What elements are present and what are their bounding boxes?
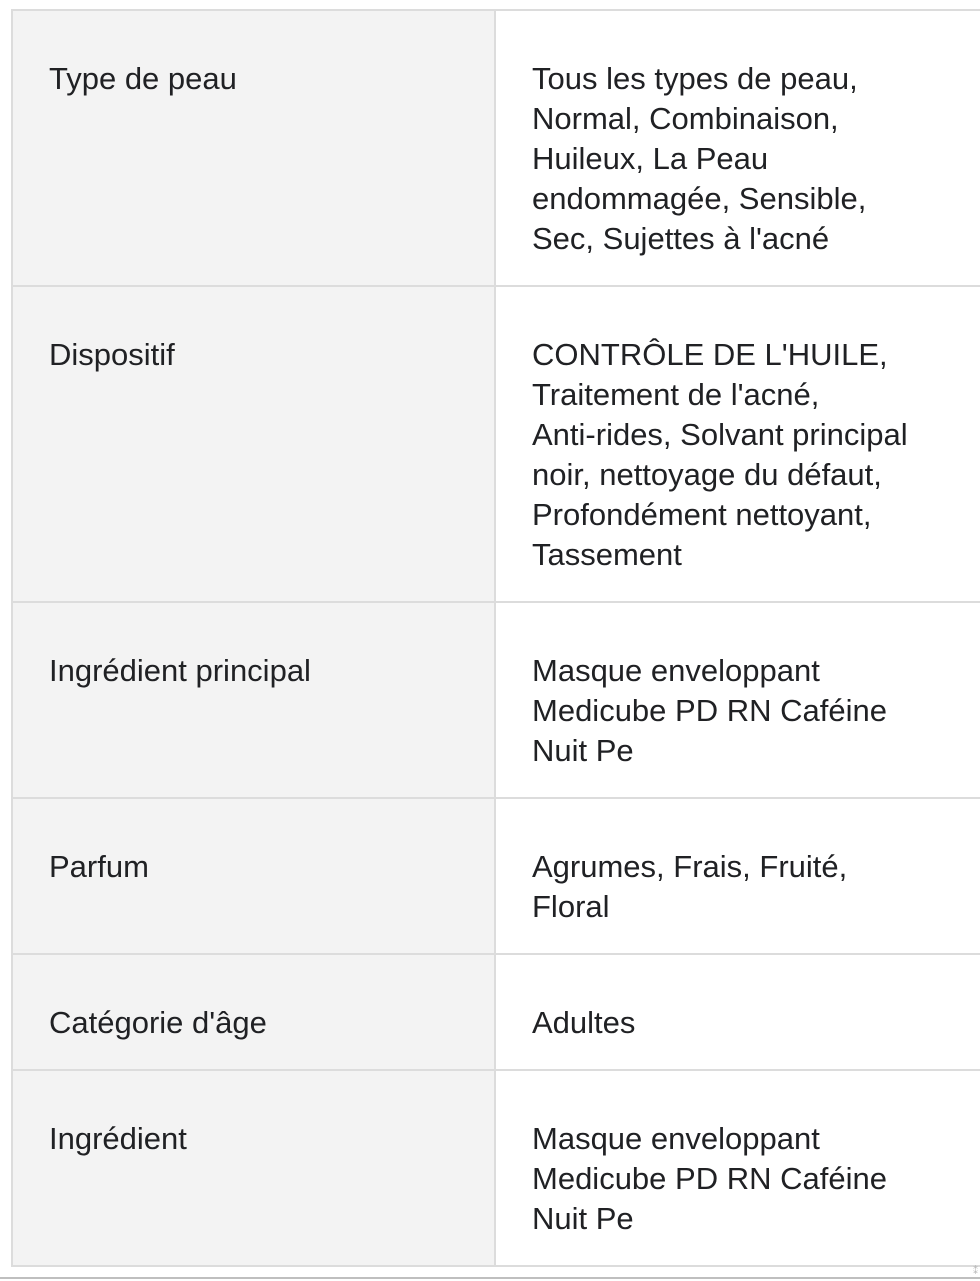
- spec-value-line: Floral: [532, 889, 610, 924]
- spec-row-fragrance: [12, 798, 980, 954]
- spec-label-cell: [12, 954, 495, 1070]
- spec-label: Type de peau: [49, 61, 237, 96]
- spec-value-cell: [495, 286, 980, 602]
- spec-label-cell: [12, 286, 495, 602]
- spec-value-cell: [495, 10, 980, 286]
- spec-value-line: Sec, Sujettes à l'acné: [532, 221, 830, 256]
- spec-value-line: Medicube PD RN Caféine: [532, 693, 887, 728]
- spec-row-main-ingredient: [12, 602, 980, 798]
- spec-label-cell: [12, 602, 495, 798]
- spec-value-line: Adultes: [532, 1005, 636, 1040]
- spec-value-cell: [495, 1070, 980, 1266]
- spec-value-line: Traitement de l'acné,: [532, 377, 820, 412]
- spec-value: [496, 955, 980, 1043]
- spec-value-line: Medicube PD RN Caféine: [532, 1161, 887, 1196]
- spec-value-line: noir, nettoyage du défaut,: [532, 457, 882, 492]
- spec-row-age-category: [12, 954, 980, 1070]
- spec-value-line: Masque enveloppant: [532, 653, 820, 688]
- spec-value: [496, 603, 980, 771]
- spec-value: [496, 287, 980, 575]
- spec-row-ingredient: [12, 1070, 980, 1266]
- spec-value-line: CONTRÔLE DE L'HUILE,: [532, 337, 888, 372]
- spec-value-cell: [495, 798, 980, 954]
- spec-label: Dispositif: [49, 337, 175, 372]
- spec-value-line: Huileux, La Peau: [532, 141, 769, 176]
- resize-grip-icon: ⁑: [973, 1266, 978, 1277]
- spec-value-line: Tous les types de peau,: [532, 61, 858, 96]
- spec-label: Ingrédient principal: [49, 653, 311, 688]
- spec-value-line: Profondément nettoyant,: [532, 497, 872, 532]
- spec-value-line: endommagée, Sensible,: [532, 181, 867, 216]
- spec-value: [496, 1071, 980, 1239]
- spec-value-line: Anti-rides, Solvant principal: [532, 417, 908, 452]
- spec-label-cell: [12, 1070, 495, 1266]
- spec-value-line: Tassement: [532, 537, 682, 572]
- spec-row-device: [12, 286, 980, 602]
- spec-value-line: Normal, Combinaison,: [532, 101, 839, 136]
- bottom-divider: [0, 1277, 980, 1279]
- spec-value: [496, 799, 980, 927]
- spec-value-line: Agrumes, Frais, Fruité,: [532, 849, 848, 884]
- spec-label: Catégorie d'âge: [49, 1005, 267, 1040]
- spec-row-skin-type: [12, 10, 980, 286]
- spec-value-cell: [495, 602, 980, 798]
- spec-value-cell: [495, 954, 980, 1070]
- spec-value-line: Nuit Pe: [532, 733, 634, 768]
- spec-label: Ingrédient: [49, 1121, 187, 1156]
- spec-label-cell: [12, 10, 495, 286]
- spec-label: Parfum: [49, 849, 149, 884]
- product-spec-table: [11, 9, 980, 1267]
- spec-value-line: Masque enveloppant: [532, 1121, 820, 1156]
- spec-value-line: Nuit Pe: [532, 1201, 634, 1236]
- spec-value: [496, 11, 980, 259]
- spec-label-cell: [12, 798, 495, 954]
